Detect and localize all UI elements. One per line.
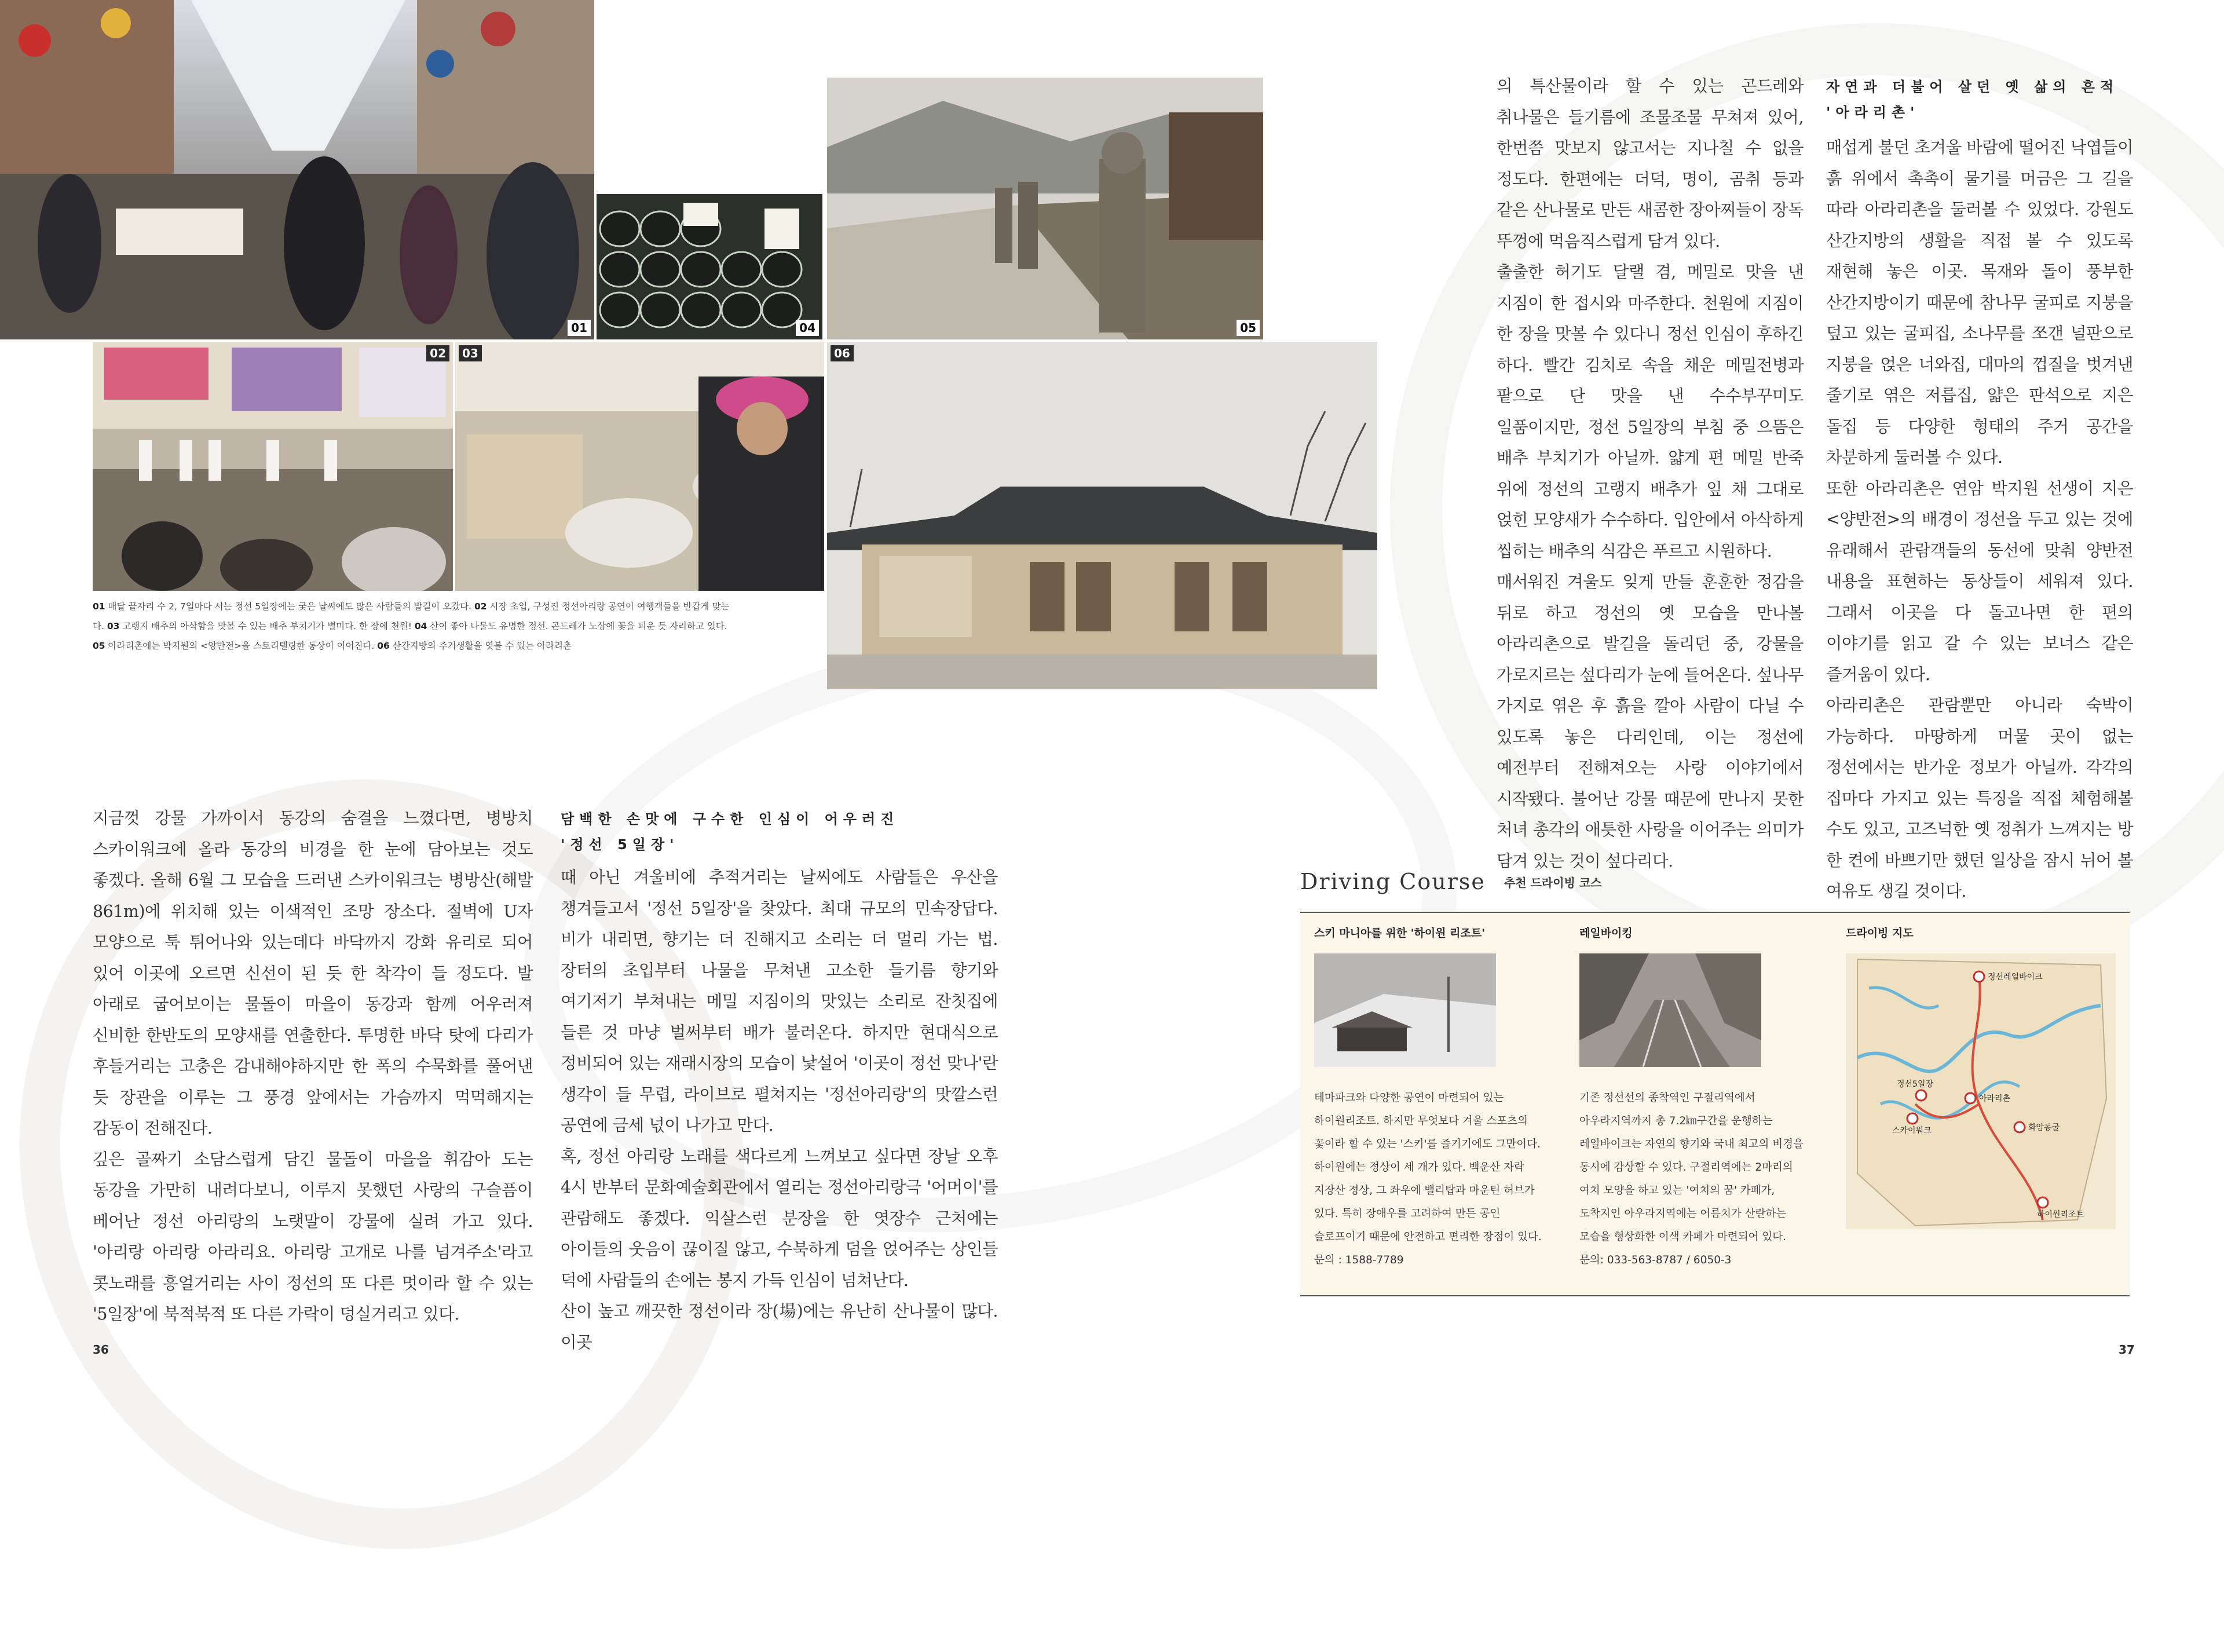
photo-cabbage-pancake-cooking (455, 342, 824, 591)
page-number-right: 37 (2119, 1343, 2135, 1357)
high1-resort-text: 테마파크와 다양한 공연이 마련되어 있는 하이원리조트. 하지만 무엇보다 겨울 스포츠의 꽃이라 할 수 있는 '스키'를 즐기기에도 그만이다. 하이원에는 정상이 세 개가 있다. 백운산 자락 지장산 정상, 그 좌우에 밸리탑과 마운틴 허브가 있다. 특히 장애우를 고려하여 만든 공인 슬로프이기 때문에 안전하고 편리한 장점이 있다. 문의 : 1588-7789 (1314, 1092, 1542, 1266)
article-column-4 (1826, 132, 2133, 907)
high1-resort-title: 스키 마니아를 위한 '하이원 리조트' (1314, 927, 1486, 940)
photo-number-label: 01 (568, 320, 591, 336)
photo-number-label: 03 (459, 345, 482, 361)
map-label-skywalk: 스카이워크 (1892, 1126, 1932, 1135)
photo-arari-village-house (827, 342, 1377, 689)
article-column-3 (1497, 71, 1804, 876)
paragraph: 혹, 정선 아리랑 노래를 색다르게 느껴보고 싶다면 장날 오후 4시 반부터 문화예술회관에서 열리는 정선아리랑극 '어머이'를 관람해도 좋겠다. 익살스런 분장을 한 엿장수 근처에는 아이들의 웃음이 끊이질 않고, 수북하게 덤을 얹어주는 상인들 덕에 사람들의 손에는 봉지 가득 인심이 넘쳐난다. (561, 1146, 998, 1290)
driving-map-title: 드라이빙 지도 (1846, 927, 1914, 940)
photo-statues-path (827, 78, 1263, 339)
driving-route-map (1846, 953, 2116, 1229)
driving-course-subtitle: 추천 드라이빙 코스 (1504, 876, 1602, 890)
paragraph: 매서워진 겨울도 잊게 만들 훈훈한 정감을 뒤로 하고 정선의 옛 모습을 만나볼 아라리촌으로 발길을 돌리던 중, 강물을 가로지르는 섶다리가 눈에 들어온다. 섶나무 가지로 엮은 후 흙을 깔아 사람이 다닐 수 있도록 놓은 다리인데, 이는 정선에 예전부터 전해져오는 사랑 이야기에서 시작됐다. 불어난 강물 때문에 만나지 못한 처녀 총각의 애틋한 사랑을 이어주는 의미가 담겨 있는 것이 섶다리다. (1497, 572, 1804, 871)
article-column-2 (561, 862, 998, 1358)
paragraph: 지금껏 강물 가까이서 동강의 숨결을 느꼈다면, 병방치 스카이워크에 올라 동강의 비경을 한 눈에 담아보는 것도 좋겠다. 올해 6월 그 모습을 드러낸 스카이워크는 병방산(해발 861m)에 위치해 있는 이색적인 조망 장소다. 절벽에 U자 모양으로 툭 튀어나와 있는데다 바닥까지 강화 유리로 되어 있어 이곳에 오르면 신선이 된 듯 한 착각이 들 정도다. 발 아래로 굽어보이는 물돌이 마을이 동강과 함께 어우러져 신비한 한반도의 모양새를 연출한다. 투명한 바닥 탓에 다리가 후들거리는 고충은 감내해야하지만 한 폭의 수묵화를 풀어낸 듯 장관을 이루는 그 풍경 앞에서는 가슴까지 먹먹해지는 감동이 전해진다. (93, 809, 533, 1138)
photo-number-label: 05 (1237, 320, 1260, 336)
rail-biking-title: 레일바이킹 (1579, 927, 1633, 940)
rail-biking-text: 기존 정선선의 종착역인 구절리역에서 아우라지역까지 총 7.2㎞구간을 운행하는 레일바이크는 자연의 향기와 국내 최고의 비경을 동시에 감상할 수 있다. 구절리역에는 2마리의 여치 모양을 하고 있는 '여치의 꿈' 카페가, 도착지인 아우라지역에는 어름치가 산란하는 모습을 형상화한 이색 카페가 마련되어 있다. 문의: 033-563-8787 / 6050-3 (1579, 1092, 1804, 1266)
photo-number-label: 02 (426, 345, 449, 361)
paragraph: 매섭게 불던 초겨울 바람에 떨어진 낙엽들이 흙 위에서 촉촉이 물기를 머금은 그 길을 따라 아라리촌을 둘러볼 수 있었다. 강원도 산간지방의 생활을 직접 볼 수 있도록 재현해 놓은 이곳. 목재와 돌이 풍부한 산간지방이기 때문에 참나무 굴피로 지붕을 덮고 있는 굴피집, 소나무를 쪼갠 널판으로 지붕을 얹은 너와집, 대마의 껍질을 벗겨낸 줄기로 엮은 저릅집, 얇은 판석으로 지은 돌집 등 다양한 형태의 주거 공간을 차분하게 둘러볼 수 있다. (1826, 138, 2133, 467)
photo-number-label: 04 (796, 320, 819, 336)
paragraph: 깊은 골짜기 소담스럽게 담긴 물돌이 마을을 휘감아 도는 동강을 가만히 내려다보니, 이루지 못했던 사랑의 구슬픔이 베어난 정선 아리랑의 노랫말이 강물에 실려 가고 있다. '아리랑 아리랑 아라리요. 아리랑 고개로 나를 넘겨주소'라고 콧노래를 흥얼거리는 사이 정선의 또 다른 멋이라 할 수 있는 '5일장'에 북적북적 또 다른 가락이 덩실거리고 있다. (93, 1149, 533, 1324)
paragraph: 또한 아라리촌은 연암 박지원 선생이 지은 <양반전>의 배경이 정선을 두고 있는 것에 유래해서 관람객들의 동선에 맞춰 양반전 내용을 표현하는 동상들이 세워져 있다. 그래서 이곳을 다 돌고나면 한 편의 이야기를 읽고 갈 수 있는 보너스 같은 즐거움이 있다. (1826, 478, 2133, 684)
page-number-left: 36 (93, 1343, 109, 1357)
photo-market-street (0, 0, 594, 339)
map-label-rail-bike: 정선레일바이크 (1988, 973, 2043, 982)
driving-course-title: Driving Course 추천 드라이빙 코스 (1300, 869, 1602, 894)
paragraph: 아라리촌은 관람뿐만 아니라 숙박이 가능하다. 마땅하게 머물 곳이 없는 정선에서는 반가운 정보가 아닐까. 각각의 집마다 가지고 있는 특징을 직접 체험해볼 수도 있고, 고즈넉한 옛 정취가 느껴지는 방 한 켠에 바쁘기만 했던 일상을 잠시 뉘어 볼 여유도 생길 것이다. (1826, 696, 2133, 901)
map-label-5il-market: 정선5일장 (1897, 1080, 1934, 1089)
paragraph: 때 아닌 겨울비에 추적거리는 날씨에도 사람들은 우산을 챙겨들고서 '정선 5일장'을 찾았다. 최대 규모의 민속장답다. 비가 내리면, 향기는 더 진해지고 소리는 더 멀리 가는 법. 장터의 초입부터 나물을 무쳐낸 고소한 들기름 향기와 여기저기 부쳐내는 메밀 지짐이의 맛있는 소리로 잔칫집에 들른 것 마냥 벌써부터 배가 불러온다. 하지만 현대식으로 정비되어 있는 재래시장의 모습이 낯설어 '이곳이 정선 맞나'란 생각이 들 무렵, 라이브로 펼쳐지는 '정선아리랑'의 맛깔스런 공연에 금세 넋이 나가고 만다. (561, 868, 998, 1135)
photo-caption: 01 매달 끝자리 수 2, 7일마다 서는 정선 5일장에는 궂은 날씨에도 많은 사람들의 발길이 오갔다. 02 시장 초입, 구성진 정선아리랑 공연이 여행객들을 반갑게 맞는다. 03 고랭지 배추의 아삭함을 맛볼 수 있는 배추 부치기가 별미다. 한 장에 천원! 04 산이 좋아 나물도 유명한 정선. 곤드레가 노상에 꽃을 피운 듯 자리하고 있다. 05 아라리촌에는 박지원의 <양반전>을 스토리텔링한 동상이 이어진다. 06 산간지방의 주거생활을 엿볼 수 있는 아라리촌 (93, 601, 730, 651)
photo-high1-resort (1314, 953, 1496, 1067)
article-column-1 (93, 803, 533, 1330)
paragraph: 의 특산물이라 할 수 있는 곤드레와 취나물은 들기름에 조물조물 무쳐져 있어, 한번쯤 맛보지 않고서는 지나칠 수 없을 정도다. 한편에는 더덕, 명이, 곰취 등과 같은 산나물로 만든 새콤한 장아찌들이 장독 뚜껑에 먹음직스럽게 담겨 있다. (1497, 76, 1804, 251)
photo-rail-bike (1579, 953, 1761, 1067)
photo-number-label: 06 (831, 345, 854, 361)
map-label-high1-resort: 하이원리조트 (2037, 1210, 2084, 1219)
map-label-hwaam-cave: 화암동굴 (2028, 1123, 2060, 1132)
section-heading-5il-market: 담백한 손맛에 구수한 인심이 어우러진 '정선 5일장' (561, 811, 899, 853)
map-label-arari-village: 아라리촌 (1979, 1094, 2011, 1103)
section-heading-arari-village: 자연과 더불어 살던 옛 삶의 흔적 '아라리촌' (1826, 79, 2119, 120)
paragraph: 산이 높고 깨끗한 정선이라 장(場)에는 유난히 산나물이 많다. 이곳 (561, 1302, 998, 1352)
photo-arirang-performance (93, 342, 453, 591)
driving-course-box (1300, 912, 2130, 1296)
paragraph: 출출한 허기도 달랠 겸, 메밀로 맛을 낸 지짐이 한 접시와 마주한다. 천원에 지짐이 한 장을 맛볼 수 있다니 정선 인심이 후하긴 하다. 빨간 김치로 속을 채운 메밀전병과 팥으로 단 맛을 낸 수수부꾸미도 일품이지만, 정선 5일장의 부침 중 으뜸은 배추 부치기가 아닐까. 얇게 편 메밀 반죽 위에 정선의 고랭지 배추가 잎 채 그대로 얹힌 모양새가 수수하다. 입안에서 아삭하게 씹히는 배추의 식감은 푸르고 시원하다. (1497, 262, 1804, 561)
photo-wrapped-greens (597, 194, 822, 339)
